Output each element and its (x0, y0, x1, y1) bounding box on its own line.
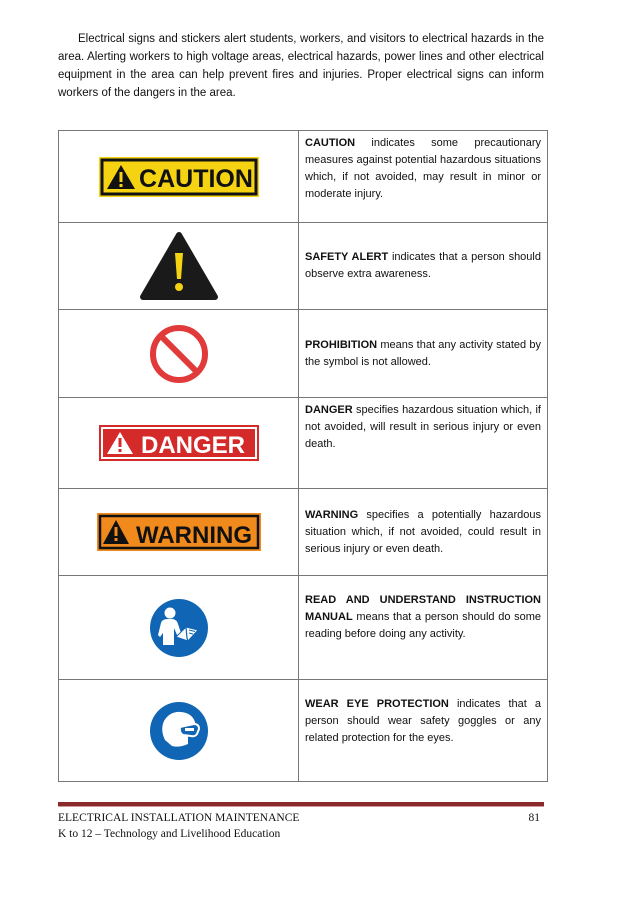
page-number: 81 (528, 812, 540, 824)
sign-term: SAFETY ALERT (305, 251, 389, 263)
table-row (59, 489, 548, 576)
sign-cell (59, 131, 299, 223)
sign-term: DANGER (305, 404, 353, 416)
caution-sign-icon (99, 157, 259, 197)
table-row (59, 310, 548, 398)
footer-title: ELECTRICAL INSTALLATION MAINTENANCE (58, 812, 300, 824)
table-row (59, 398, 548, 489)
table-row (59, 131, 548, 223)
sign-desc-text: indicates some precautionary measures against potential hazardous situations which, if not avoided, may result in minor or moderate injury. (305, 137, 541, 200)
table-row (59, 680, 548, 782)
table-row (59, 223, 548, 310)
sign-description (299, 489, 548, 576)
svg-text:CAUTION: CAUTION (138, 164, 253, 193)
table-row (59, 576, 548, 680)
sign-term: READ AND UNDERSTAND INSTRUCTION MANUAL (305, 594, 541, 623)
read-manual-icon (148, 597, 210, 659)
sign-term: CAUTION (305, 137, 356, 149)
sign-description (299, 680, 548, 782)
sign-cell (59, 680, 299, 782)
safety-alert-icon (139, 231, 219, 301)
sign-desc-text: means that a person should do some reading before doing any activity. (305, 611, 541, 640)
sign-cell (59, 310, 299, 398)
sign-desc-text: indicates that a person should observe extra awareness. (305, 251, 541, 280)
sign-cell (59, 398, 299, 489)
sign-term: WEAR EYE PROTECTION (305, 698, 449, 710)
sign-desc-text: specifies a potentially hazardous situation which, if not avoided, could result in serious injury or even death. (305, 508, 541, 555)
sign-desc-text: indicates that a person should wear safety goggles or any related protection for the eyes. (305, 698, 541, 744)
svg-text:DANGER: DANGER (140, 432, 245, 459)
sign-description (299, 310, 548, 398)
sign-desc-text: specifies hazardous situation which, if not avoided, will result in serious injury or even death. (305, 404, 541, 450)
warning-sign-icon (97, 513, 261, 551)
sign-cell (59, 576, 299, 680)
page-footer (58, 810, 544, 842)
footer-subtitle: K to 12 – Technology and Livelihood Education (58, 828, 281, 840)
intro-paragraph (58, 30, 544, 102)
sign-cell (59, 223, 299, 310)
sign-description (299, 576, 548, 680)
intro-text: Electrical signs and stickers alert students, workers, and visitors to electrical hazards in the area. Alerting workers to high voltage areas, electrical hazards, power lines and other electrical equipment in the area can help prevent fires and injuries. Proper electrical signs can inform workers of the dangers in the area. (58, 33, 544, 99)
footer-divider (58, 802, 544, 807)
signs-table (58, 130, 548, 782)
sign-description (299, 131, 548, 223)
eye-protection-icon (148, 700, 210, 762)
sign-description (299, 223, 548, 310)
svg-text:WARNING: WARNING (135, 522, 252, 549)
prohibition-icon (148, 323, 210, 385)
sign-term: PROHIBITION (305, 338, 378, 351)
sign-cell (59, 489, 299, 576)
danger-sign-icon (99, 425, 259, 461)
sign-term: WARNING (305, 508, 359, 521)
sign-desc-text: means that any activity stated by the symbol is not allowed. (305, 338, 541, 368)
sign-description (299, 398, 548, 489)
